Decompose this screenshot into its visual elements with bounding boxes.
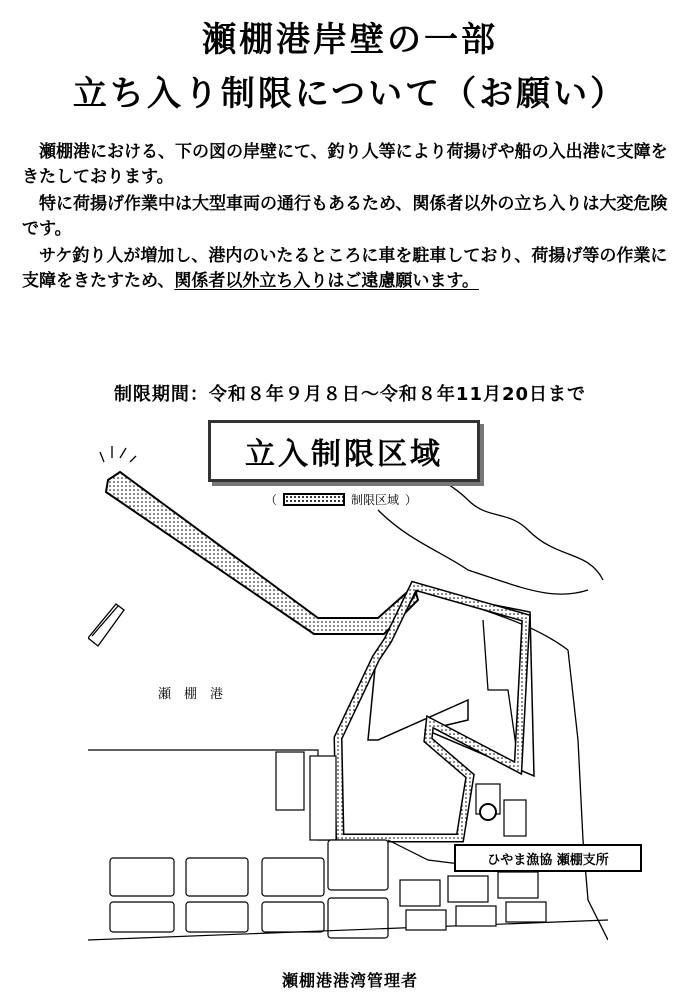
- paragraph-3: [22, 244, 678, 294]
- restriction-period: 制限期間：令和８年９月８日～令和８年11月20日まで: [113, 384, 587, 405]
- harbor-label: 瀬 棚 港: [158, 686, 224, 701]
- office-label-box: [454, 844, 642, 872]
- legend-label: 制限区域: [351, 493, 400, 507]
- title-line-1: 瀬棚港岸壁の一部: [202, 20, 498, 60]
- paragraph-3-underlined: 関係者以外立ち入りはご遠慮願います。: [174, 271, 479, 291]
- zone-title-box: [208, 420, 480, 482]
- legend-close-paren: ）: [405, 493, 418, 507]
- paragraph-3-text: サケ釣り人が増加し、港内のいたるところに車を駐車しており、荷揚げ等の作業に支障をきたすため、: [22, 246, 668, 291]
- decorative-rays: [100, 446, 136, 462]
- harbor-map: [88, 440, 608, 960]
- paragraph-2: 特に荷揚げ作業中は大型車両の通行もあるため、関係者以外の立ち入りは大変危険です。: [22, 194, 668, 239]
- legend-dotted-swatch: [283, 493, 345, 506]
- footer-issuer: 瀬棚港港湾管理者: [281, 971, 418, 990]
- left-pier: [88, 604, 124, 646]
- title-line-2: 立ち入り制限について（お願い）: [72, 74, 628, 114]
- legend-open-paren: （: [265, 493, 278, 507]
- zone-title: 立入制限区域: [245, 437, 443, 472]
- office-label: ひやま漁協 瀬棚支所: [487, 852, 609, 868]
- paragraph-1: 瀬棚港における、下の図の岸壁にて、釣り人等により荷揚げや船の入出港に支障をきたしております。: [22, 142, 668, 187]
- legend: [265, 491, 417, 508]
- office-buildings: [476, 784, 526, 836]
